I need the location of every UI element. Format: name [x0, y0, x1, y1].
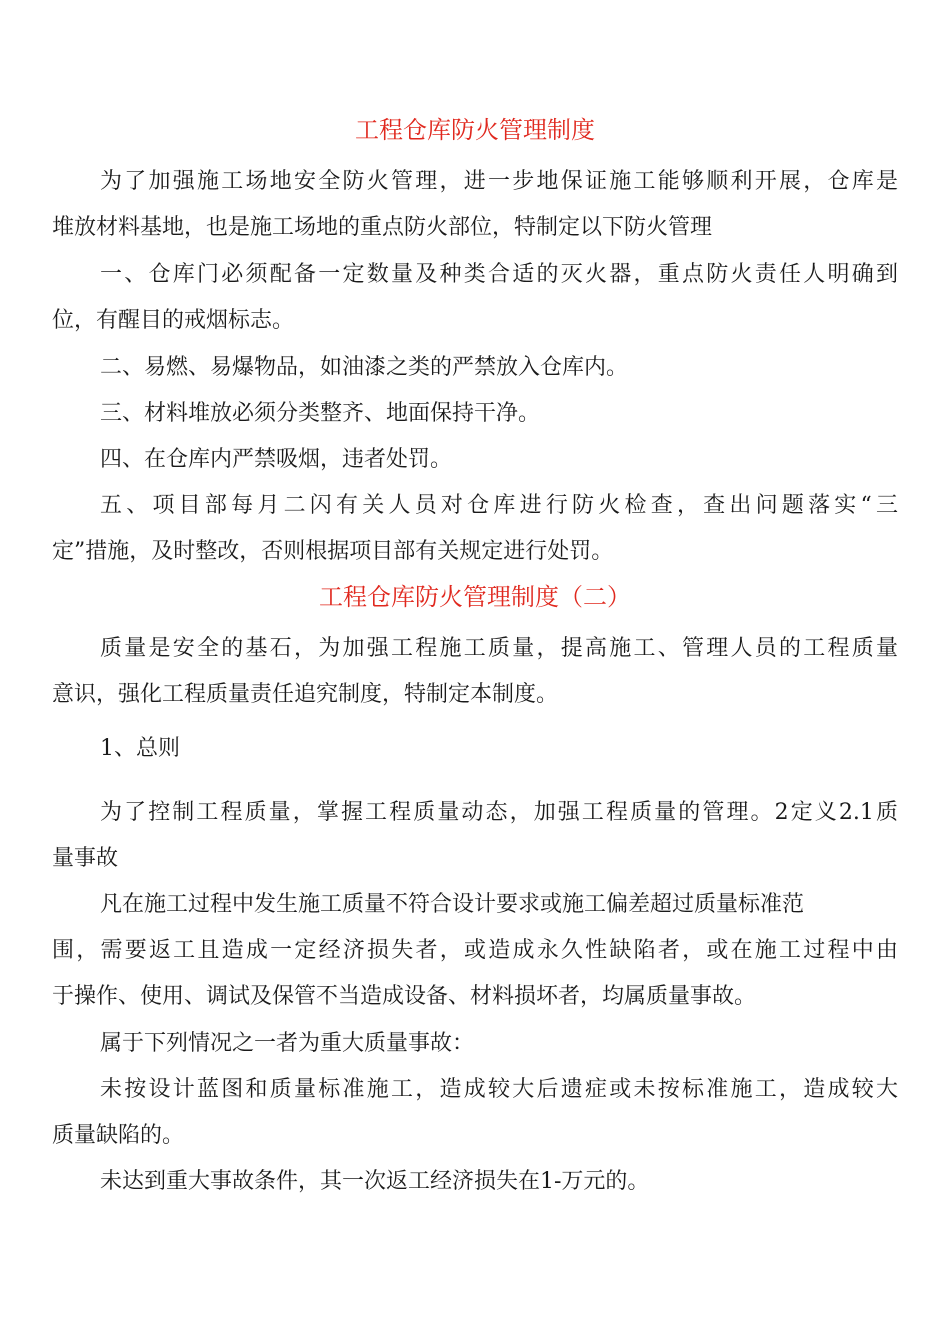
rule-2: 二、易燃、易爆物品，如油漆之类的严禁放入仓库内。 — [100, 355, 629, 380]
major-accident-heading: 属于下列情况之一者为重大质量事故： — [100, 1031, 475, 1056]
section-title-2: 工程仓库防火管理制度（二） — [319, 583, 631, 611]
major-accident-case-1-line-1: 未按设计蓝图和质量标准施工，造成较大后遗症或未按标准施工，造成较大 — [100, 1077, 898, 1102]
accident-definition-line-1: 凡在施工过程中发生施工质量不符合设计要求或施工偏差超过质量标准范 — [100, 892, 805, 917]
rule-5-line-2: 定”措施，及时整改，否则根据项目部有关规定进行处罚。 — [52, 539, 614, 564]
quality-intro-line-1: 质量是安全的基石，为加强工程施工质量，提高施工、管理人员的工程质量 — [100, 636, 898, 661]
rule-3: 三、材料堆放必须分类整齐、地面保持干净。 — [100, 401, 541, 426]
accident-definition-line-3: 于操作、使用、调试及保管不当造成设备、材料损坏者，均属质量事故。 — [52, 984, 757, 1009]
intro-paragraph-line-2: 堆放材料基地，也是施工场地的重点防火部位，特制定以下防火管理 — [52, 215, 713, 240]
rule-4: 四、在仓库内严禁吸烟，违者处罚。 — [100, 447, 453, 472]
document-title: 工程仓库防火管理制度 — [355, 116, 595, 144]
rule-1-line-1: 一、仓库门必须配备一定数量及种类合适的灭火器，重点防火责任人明确到 — [100, 262, 898, 287]
major-accident-case-1-line-2: 质量缺陷的。 — [52, 1123, 185, 1148]
quality-intro-line-2: 意识，强化工程质量责任追究制度，特制定本制度。 — [52, 682, 559, 707]
general-paragraph-line-2: 量事故 — [52, 846, 119, 871]
accident-definition-line-2: 围，需要返工且造成一定经济损失者，或造成永久性缺陷者，或在施工过程中由 — [52, 938, 898, 963]
general-paragraph-line-1: 为了控制工程质量，掌握工程质量动态，加强工程质量的管理。2定义2.1质 — [100, 800, 898, 825]
section-heading-general: 1、总则 — [100, 736, 180, 761]
intro-paragraph-line-1: 为了加强施工场地安全防火管理，进一步地保证施工能够顺利开展，仓库是 — [100, 169, 898, 194]
major-accident-case-2: 未达到重大事故条件，其一次返工经济损失在1-万元的。 — [100, 1169, 650, 1194]
rule-5-line-1: 五、项目部每月二闪有关人员对仓库进行防火检查，查出问题落实“三 — [100, 493, 898, 518]
rule-1-line-2: 位，有醒目的戒烟标志。 — [52, 308, 295, 333]
